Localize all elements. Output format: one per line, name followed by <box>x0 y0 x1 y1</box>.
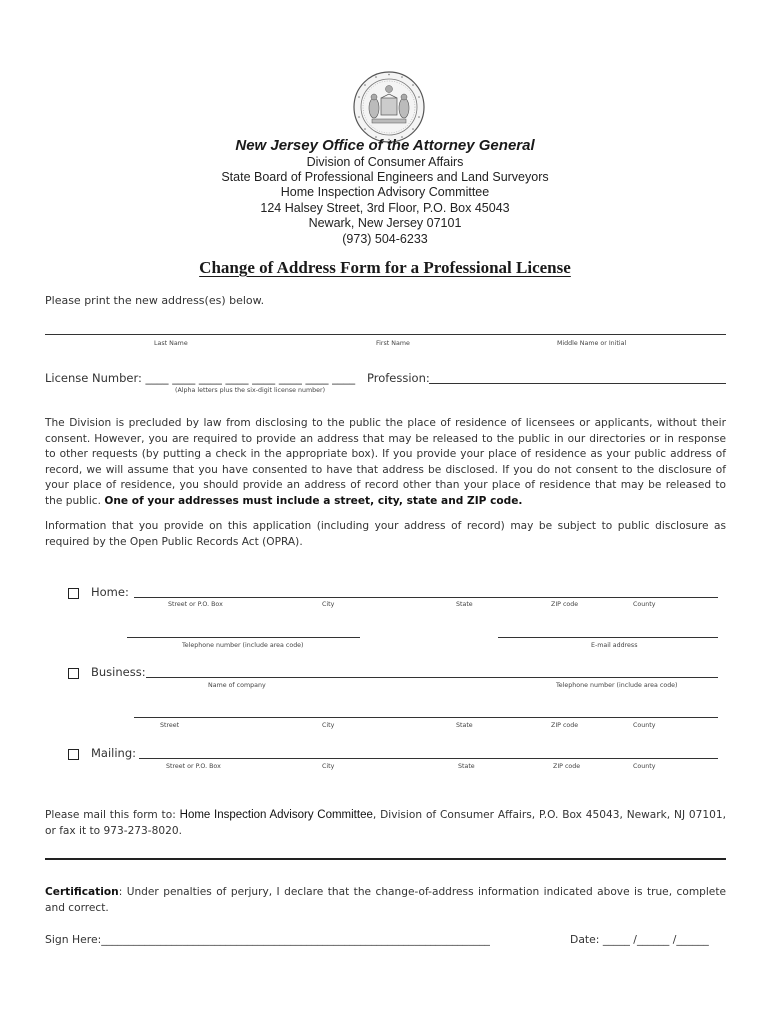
business-phone-caption: Telephone number (include area code) <box>556 682 678 689</box>
business-address-line[interactable] <box>134 717 718 718</box>
header-line-committee: Home Inspection Advisory Committee <box>280 185 490 199</box>
business-state-caption: State <box>456 722 473 729</box>
form-title: Change of Address Form for a Professional License <box>199 258 571 277</box>
business-street-caption: Street <box>160 722 180 729</box>
instruction-text: Please print the new address(es) below. <box>45 294 265 307</box>
business-county-caption: County <box>633 722 656 729</box>
home-city-caption: City <box>322 601 335 608</box>
home-county-caption: County <box>633 601 656 608</box>
mail-to-paragraph <box>45 808 726 839</box>
business-zip-caption: ZIP code <box>551 722 579 729</box>
section-divider <box>45 858 726 860</box>
mailing-city-caption: City <box>322 763 335 770</box>
home-state-caption: State <box>456 601 473 608</box>
opra-paragraph: Information that you provide on this application (including your address of record) may be subject to public disclosure as required by the Open Public Records Act (OPRA). <box>45 520 726 548</box>
business-city-caption: City <box>322 722 335 729</box>
disclosure-bold-text: One of your addresses must include a street, city, state and ZIP code. <box>104 494 523 507</box>
home-label: Home: <box>91 585 129 599</box>
certification-label: Certification <box>45 886 119 898</box>
home-street-caption: Street or P.O. Box <box>168 601 223 608</box>
certification-text: : Under penalties of perjury, I declare that the change-of-address information indicated above is true, complete and correct. <box>45 886 726 914</box>
license-number-note: (Alpha letters plus the six-digit license number) <box>175 387 326 394</box>
profession-input-line[interactable] <box>429 383 726 384</box>
profession-label: Profession: <box>367 371 430 385</box>
committee-name: Home Inspection Advisory Committee <box>179 809 373 821</box>
header-line-phone: (973) 504-6233 <box>342 232 428 246</box>
license-number-field[interactable]: License Number: ____ ____ ____ ____ ____ ____ ____ ____ <box>45 371 356 385</box>
home-phone-caption: Telephone number (include area code) <box>182 642 304 649</box>
disclosure-paragraph <box>45 416 726 509</box>
business-label: Business: <box>91 665 146 679</box>
mailing-checkbox[interactable] <box>68 749 79 760</box>
home-email-caption: E-mail address <box>591 642 638 649</box>
header-line-division: Division of Consumer Affairs <box>306 155 464 169</box>
home-address-line[interactable] <box>134 597 718 598</box>
home-email-line[interactable] <box>498 637 718 638</box>
header-line-street: 124 Halsey Street, 3rd Floor, P.O. Box 45043 <box>260 201 510 215</box>
mailing-label: Mailing: <box>91 746 137 760</box>
state-seal-logo <box>352 70 426 144</box>
signature-field[interactable]: Sign Here:________________________________________________________________________ <box>45 933 490 946</box>
mailing-street-caption: Street or P.O. Box <box>166 763 221 770</box>
middle-name-caption: Middle Name or Initial <box>557 340 627 347</box>
business-checkbox[interactable] <box>68 668 79 679</box>
last-name-caption: Last Name <box>154 340 188 347</box>
date-field[interactable]: Date: _____ /______ /______ <box>570 933 709 946</box>
mailing-zip-caption: ZIP code <box>553 763 581 770</box>
mail-to-prefix: Please mail this form to: <box>45 809 176 821</box>
header-line-board: State Board of Professional Engineers and Land Surveyors <box>221 170 549 184</box>
certification-paragraph <box>45 885 726 916</box>
mailing-state-caption: State <box>458 763 475 770</box>
business-company-line[interactable] <box>146 677 718 678</box>
mail-to-rest: , Division of Consumer Affairs, P.O. Box 45043, Newark, NJ 07101, or fax it to 973-273-8020. <box>45 809 727 837</box>
home-zip-caption: ZIP code <box>551 601 579 608</box>
home-checkbox[interactable] <box>68 588 79 599</box>
mailing-county-caption: County <box>633 763 656 770</box>
home-phone-line[interactable] <box>127 637 360 638</box>
disclosure-text: The Division is precluded by law from disclosing to the public the place of residence of licensees or applicants, without their consent. However, you are required to provide an address that may be released to the public in our directories or in response to other requests (by putting a check in the appropriate box). If you provide your place of residence as your public address of record, we will assume that you have consented to have that address be disclosed. If you do not consent to the disclosure of your place of residence, you should provide an address of record other than your place of residence that may be released to the public. <box>45 417 726 507</box>
name-input-line[interactable] <box>45 334 726 335</box>
agency-title: New Jersey Office of the Attorney General <box>235 137 535 154</box>
first-name-caption: First Name <box>376 340 410 347</box>
business-company-caption: Name of company <box>208 682 266 689</box>
mailing-address-line[interactable] <box>139 758 718 759</box>
header-line-city: Newark, New Jersey 07101 <box>308 216 462 230</box>
